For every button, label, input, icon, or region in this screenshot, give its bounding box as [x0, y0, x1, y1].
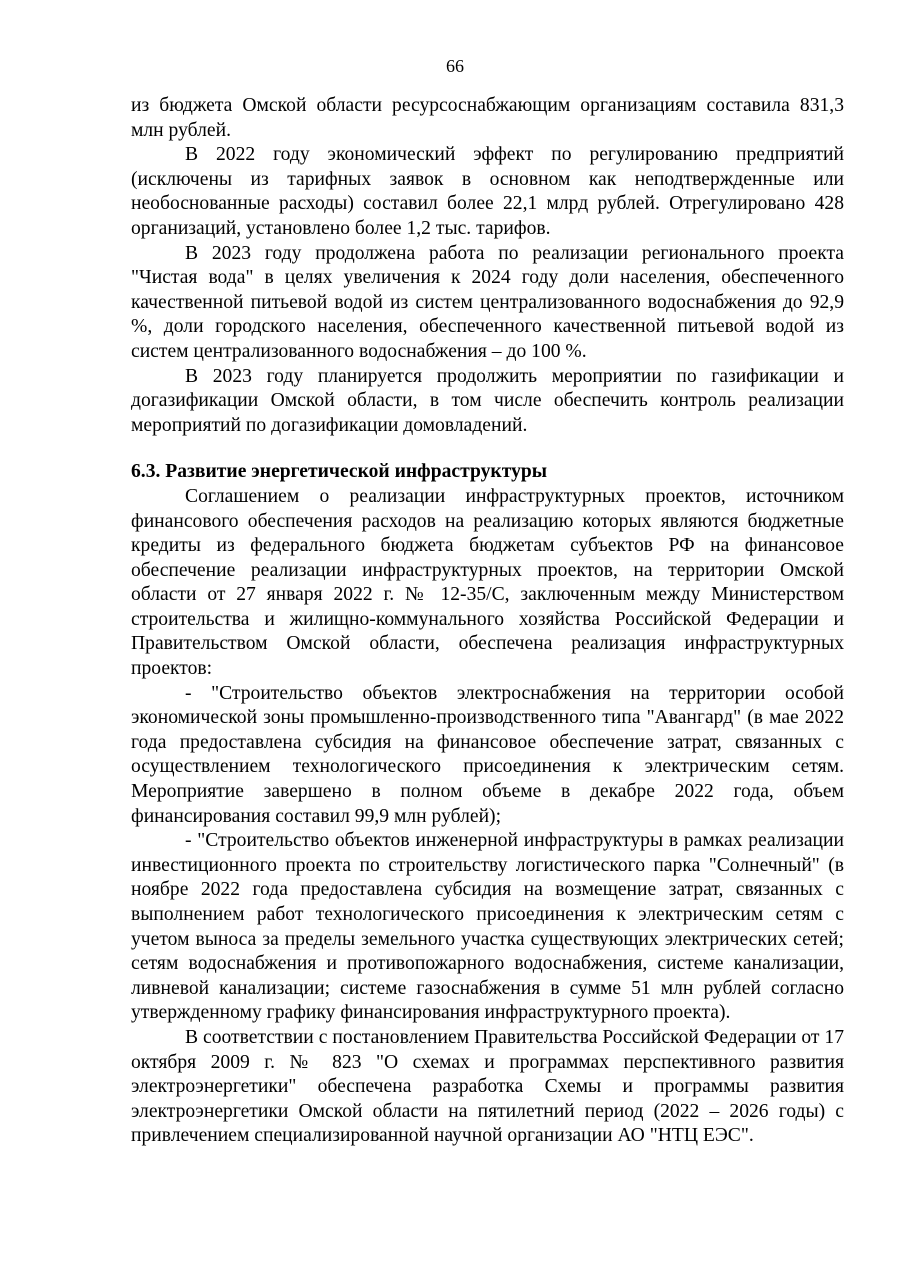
paragraph-agreement: Соглашением о реализации инфраструктурных проектов, источником финансового обеспечения расходов на реализацию которых являются бюджетные кредиты из федерального бюджета бюджетам субъектов РФ на финансовое обеспечение реализации инфраструктурных проектов, на территории Омской области от 27 января 2022 г. № 12-35/С, заключенным между Министерством строительства и жилищно-коммунального хозяйства Российской Федерации и Правительством Омской области, обеспечена реализация инфраструктурных проектов:: [131, 485, 844, 680]
page-number: 66: [446, 56, 464, 76]
paragraph-clean-water: В 2023 году продолжена работа по реализации регионального проекта "Чистая вода" в целях увеличения к 2024 году доли населения, обеспеченного качественной питьевой водой из систем централизованного водоснабжения до 92,9 %, доли городского населения, обеспеченного качественной питьевой водой из систем централизованного водоснабжения – до 100 %.: [131, 242, 844, 362]
page-body: [131, 94, 844, 1149]
section-heading: 6.3. Развитие энергетической инфраструктуры: [131, 461, 548, 483]
paragraph-economic-effect: В 2022 году экономический эффект по регулированию предприятий (исключены из тарифных заявок в основном как неподтвержденные или необоснованные расходы) составил более 22,1 млрд рублей. Отрегулировано 428 организаций, установлено более 1,2 тыс. тарифов.: [131, 144, 844, 239]
list-item-solnechny: - "Строительство объектов инженерной инфраструктуры в рамках реализации инвестиционного проекта по строительству логистического парка "Солнечный" (в ноябре 2022 года предоставлена субсидия на возмещение затрат, связанных с выполнением работ технологического присоединения к электрическим сетям с учетом выноса за пределы земельного участка существующих электрических сетей; сетям водоснабжения и противопожарного водоснабжения, системе канализации, ливневой канализации; системе газоснабжения в сумме 51 млн рублей согласно утвержденному графику финансирования инфраструктурного проекта).: [131, 830, 844, 1024]
paragraph-budget-continuation: из бюджета Омской области ресурсоснабжающим организациям составила 831,3 млн рублей.: [131, 95, 844, 141]
paragraph-gasification: В 2023 году планируется продолжить мероприятии по газификации и догазификации Омской области, в том числе обеспечить контроль реализации мероприятий по догазификации домовладений.: [131, 365, 844, 436]
paragraph-power-scheme: В соответствии с постановлением Правительства Российской Федерации от 17 октября 2009 г. № 823 "О схемах и программах перспективного развития электроэнергетики" обеспечена разработка Схемы и программы развития электроэнергетики Омской области на пятилетний период (2022 – 2026 годы) с привлечением специализированной научной организации АО "НТЦ ЕЭС".: [131, 1026, 844, 1147]
list-item-avangard: - "Строительство объектов электроснабжения на территории особой экономической зоны промышленно-производственного типа "Авангард" (в мае 2022 года предоставлена субсидия на финансовое обеспечение затрат, связанных с осуществлением технологического присоединения к электрическим сетям. Мероприятие завершено в полном объеме в декабре 2022 года, объем финансирования составил 99,9 млн рублей);: [131, 682, 844, 827]
